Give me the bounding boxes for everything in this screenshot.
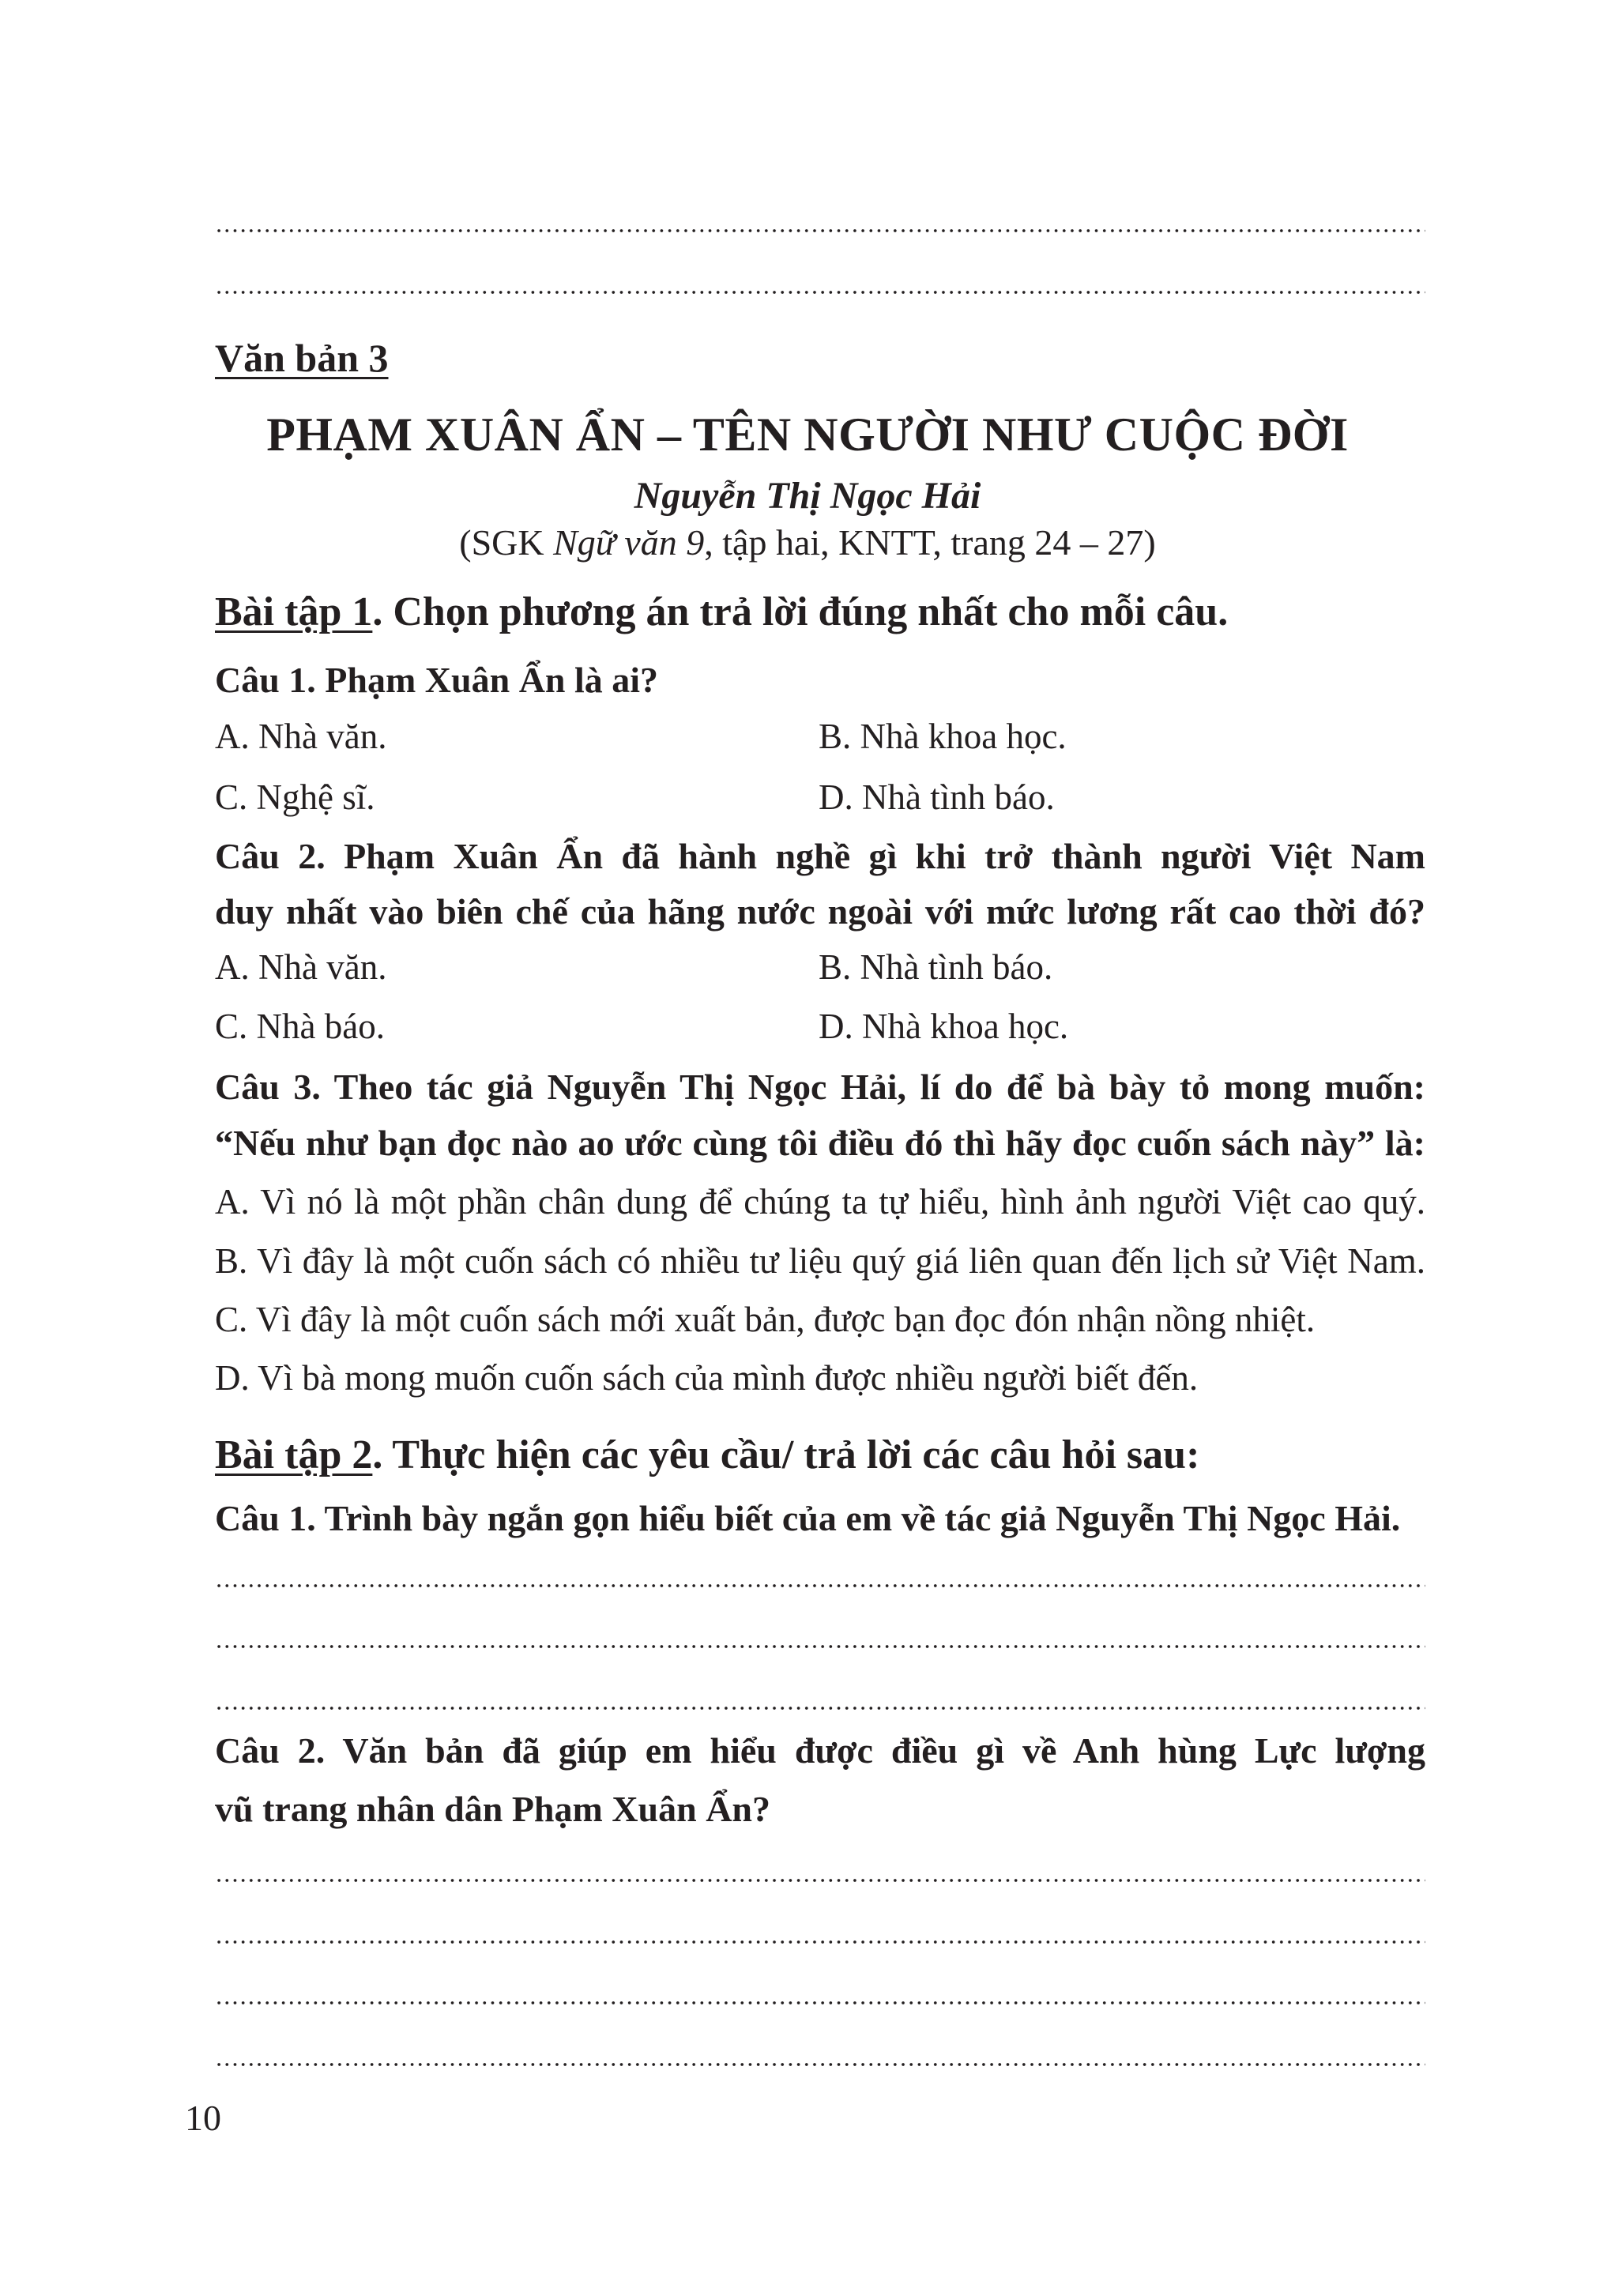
question-3-option-c: C. Vì đây là một cuốn sách mới xuất bản, được bạn đọc đón nhận nồng nhiệt. [215, 1300, 1316, 1339]
source-prefix: (SGK [459, 522, 554, 563]
question-3-option-d: D. Vì bà mong muốn cuốn sách của mình được nhiều người biết đến. [215, 1358, 1199, 1398]
answer-line [215, 2001, 1425, 2005]
source-book: Ngữ văn 9 [553, 522, 705, 563]
question-2-option-c: C. Nhà báo. [215, 1007, 385, 1046]
question-2-option-d: D. Nhà khoa học. [819, 1007, 1069, 1046]
exercise-2-heading [215, 1432, 1199, 1478]
answer-line [215, 290, 1425, 295]
answer-line [215, 228, 1425, 233]
text-label: Văn bản 3 [215, 336, 389, 380]
question-1-option-c: C. Nghệ sĩ. [215, 777, 375, 817]
page-number: 10 [185, 2098, 221, 2138]
answer-line [215, 1706, 1425, 1711]
exercise-2-question-1: Câu 1. Trình bày ngắn gọn hiểu biết của em về tác giả Nguyễn Thị Ngọc Hải. [215, 1498, 1401, 1538]
question-1-option-a: A. Nhà văn. [215, 717, 387, 756]
exercise-2-label: Bài tập 2 [215, 1432, 373, 1477]
question-2-option-a: A. Nhà văn. [215, 947, 387, 987]
exercise-2-question-2-line-1: Câu 2. Văn bản đã giúp em hiểu được điều gì về Anh hùng Lực lượng [215, 1730, 1425, 1771]
text-author: Nguyễn Thị Ngọc Hải [634, 475, 981, 517]
question-3-line-1: Câu 3. Theo tác giả Nguyễn Thị Ngọc Hải, lí do để bà bày tỏ mong muốn: [215, 1067, 1425, 1107]
text-title: PHẠM XUÂN ẨN – TÊN NGƯỜI NHƯ CUỘC ĐỜI [266, 408, 1349, 461]
exercise-1-heading [215, 589, 1228, 635]
answer-line [215, 1878, 1425, 1883]
question-3-option-a: A. Vì nó là một phần chân dung để chúng ta tự hiểu, hình ảnh người Việt cao quý. [215, 1182, 1425, 1221]
question-1-option-d: D. Nhà tình báo. [819, 777, 1055, 817]
question-3-line-2: “Nếu như bạn đọc nào ao ước cùng tôi điều đó thì hãy đọc cuốn sách này” là: [215, 1123, 1425, 1163]
question-3-option-b: B. Vì đây là một cuốn sách có nhiều tư liệu quý giá liên quan đến lịch sử Việt Nam. [215, 1241, 1425, 1281]
answer-line [215, 1940, 1425, 1944]
question-2-line-1: Câu 2. Phạm Xuân Ẩn đã hành nghề gì khi trở thành người Việt Nam [215, 836, 1425, 876]
question-2-line-2: duy nhất vào biên chế của hãng nước ngoài với mức lương rất cao thời đó? [215, 891, 1425, 932]
exercise-2-question-2-line-2: vũ trang nhân dân Phạm Xuân Ẩn? [215, 1789, 771, 1829]
answer-line [215, 2062, 1425, 2067]
answer-line [215, 1583, 1425, 1588]
text-source [0, 521, 1615, 563]
question-2-option-b: B. Nhà tình báo. [819, 947, 1053, 987]
question-1-option-b: B. Nhà khoa học. [819, 717, 1067, 756]
answer-line [215, 1644, 1425, 1649]
exercise-1-instruction: . Chọn phương án trả lời đúng nhất cho mỗi câu. [372, 589, 1229, 634]
source-rest: , tập hai, KNTT, trang 24 – 27) [704, 522, 1156, 563]
exercise-2-instruction: . Thực hiện các yêu cầu/ trả lời các câu hỏi sau: [372, 1432, 1200, 1477]
question-1: Câu 1. Phạm Xuân Ẩn là ai? [215, 660, 659, 700]
exercise-1-label: Bài tập 1 [215, 589, 373, 634]
